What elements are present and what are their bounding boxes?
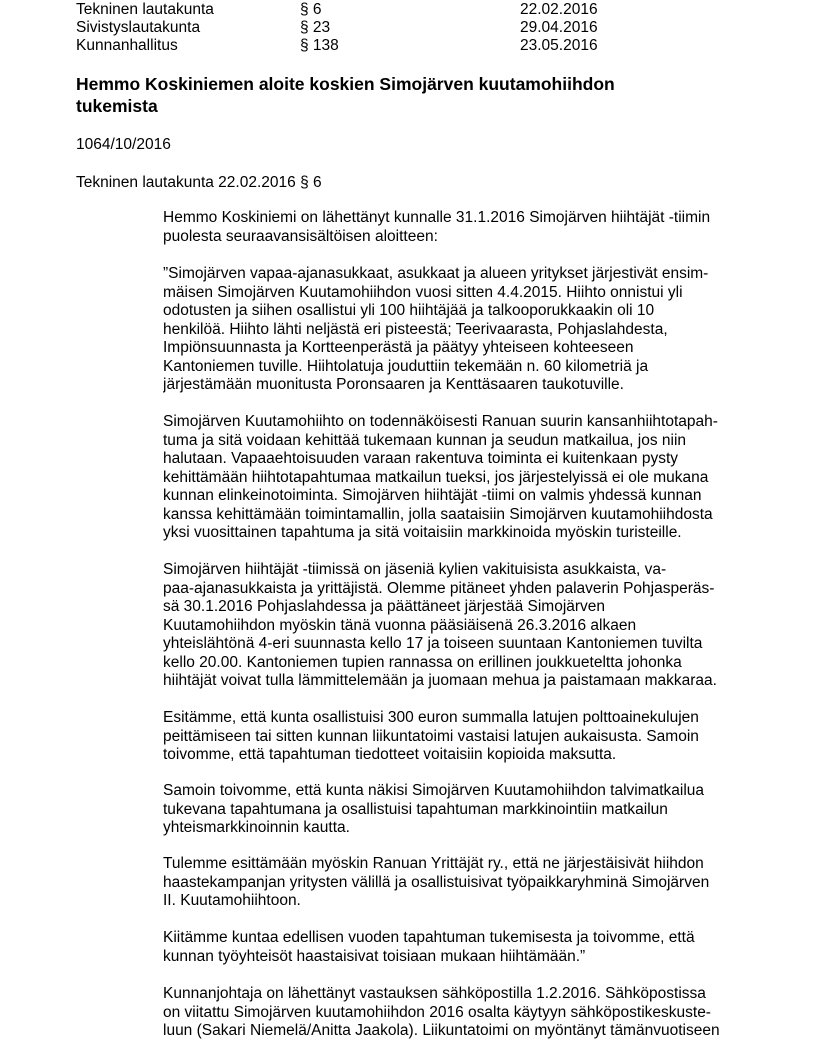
- paragraph: [163, 855, 748, 911]
- paragraph-line: sä 30.1.2016 Pohjaslahdessa ja päättäneet järjestää Simojärven: [163, 598, 606, 615]
- paragraph-line: Kiitämme kuntaa edellisen vuoden tapahtuman tukemisesta ja toivomme, että: [163, 929, 695, 946]
- meta-date: 22.02.2016: [520, 1, 598, 18]
- paragraph-line: Tulemme esittämään myöskin Ranuan Yrittäjät ry., että ne järjestäisivät hiihdon: [163, 855, 704, 872]
- paragraph-line: kunnan elinkeinotoiminta. Simojärven hiihtäjät -tiimi on valmis yhdessä kunnan: [163, 487, 702, 504]
- meta-body: Kunnanhallitus: [76, 37, 178, 54]
- meta-section: § 138: [300, 37, 339, 54]
- paragraph-line: on viitattu Simojärven kuutamohiihdon 2016 osalta käytyyn sähköpostikeskuste-: [163, 1003, 711, 1021]
- case-number: 1064/10/2016: [76, 136, 171, 153]
- paragraph-line: Simojärven Kuutamohiihto on todennäköisesti Ranuan suurin kansanhiihtotapah-: [163, 413, 718, 430]
- paragraph-line: hiihtäjät voivat tulla lämmittelemään ja juomaan mehua ja paistamaan makkaraa.: [163, 672, 717, 689]
- paragraph-line: mäisen Simojärven Kuutamohiihdon vuosi sitten 4.4.2015. Hiihto onnistui yli: [163, 283, 683, 301]
- paragraph-line: Samoin toivomme, että kunta näkisi Simojärven Kuutamohiihdon talvimatkailua: [163, 782, 705, 799]
- paragraph: [163, 413, 748, 543]
- meta-body: Sivistyslautakunta: [76, 19, 201, 36]
- paragraph-line: järjestämään muonitusta Poronsaaren ja Kenttäsaaren taukotuville.: [163, 376, 624, 393]
- paragraph-line: yksi vuosittainen tapahtuma ja sitä voitaisiin markkinoida myöskin turisteille.: [163, 524, 682, 541]
- paragraph: [163, 709, 748, 765]
- meta-date: 29.04.2016: [520, 19, 598, 36]
- paragraph-line: haastekampanjan yritysten välillä ja osallistuisivat työpaikkaryhminä Simojärven: [163, 873, 710, 891]
- paragraph-line: Kantoniemen tuville. Hiihtolatuja jouduttiin tekemään n. 60 kilometriä ja: [163, 357, 649, 375]
- section-header: Tekninen lautakunta 22.02.2016 § 6: [76, 174, 322, 191]
- paragraph-line: yhteismarkkinoinnin kautta.: [163, 819, 350, 836]
- paragraph-line: luun (Sakari Niemelä/Anitta Jaakola). Liikuntatoimi on myöntänyt tämänvuotiseen: [163, 1022, 720, 1039]
- paragraph: [163, 985, 748, 1041]
- meta-date: 23.05.2016: [520, 37, 598, 54]
- paragraph-line: peittämiseen tai sitten kunnan liikuntatoimi vastaisi latujen aukaisusta. Samoin: [163, 727, 699, 745]
- paragraph-line: kehittämään hiihtotapahtumaa matkailun tueksi, jos järjestelyissä ei ole mukana: [163, 468, 709, 486]
- meta-section: § 23: [300, 19, 331, 36]
- paragraph-line: toivomme, että tapahtuman tiedotteet voitaisiin kopioida maksutta.: [163, 746, 617, 763]
- paragraph-line: Kuutamohiihdon myöskin tänä vuonna pääsiäisenä 26.3.2016 alkaen: [163, 616, 637, 634]
- paragraph-line: halutaan. Vapaaehtoisuuden varaan rakentuva toiminta ei kuitenkaan pysty: [163, 450, 679, 467]
- paragraph-line: tuma ja sitä voidaan kehittää tukemaan kunnan ja seudun matkailua, jos niin: [163, 431, 687, 449]
- meta-body: Tekninen lautakunta: [76, 1, 214, 18]
- paragraph-line: II. Kuutamohiihtoon.: [163, 892, 301, 909]
- paragraph-line: Kunnanjohtaja on lähettänyt vastauksen sähköpostilla 1.2.2016. Sähköpostissa: [163, 985, 706, 1002]
- paragraph-line: kanssa kehittämään toimintamallin, jolla saataisiin Simojärven kuutamohiihdosta: [163, 505, 713, 523]
- paragraph-line: kello 20.00. Kantoniemen tupien rannassa on erillinen joukkueteltta johonka: [163, 653, 682, 671]
- paragraph: [163, 561, 748, 691]
- title-line: Hemmo Koskiniemen aloite koskien Simojärven kuutamohiihdon: [76, 74, 615, 94]
- document-title: [76, 73, 716, 117]
- paragraph-line: henkilöä. Hiihto lähti neljästä eri pisteestä; Teerivaarasta, Pohjaslahdesta,: [163, 320, 668, 338]
- paragraph-line: puolesta seuraavansisältöisen aloitteen:: [163, 227, 438, 245]
- paragraph-line: ”Simojärven vapaa-ajanasukkaat, asukkaat ja alueen yritykset järjestivät ensim-: [163, 265, 709, 282]
- paragraph: [163, 265, 748, 395]
- paragraph-line: Hemmo Koskiniemi on lähettänyt kunnalle 31.1.2016 Simojärven hiihtäjät -tiimin: [163, 209, 711, 226]
- paragraph-line: Simojärven hiihtäjät -tiimissä on jäseniä kylien vakituisista asukkaista, va-: [163, 561, 667, 578]
- paragraph: [163, 209, 748, 246]
- paragraph-line: Impiönsuunnasta ja Kortteenperästä ja päätyy yhteiseen kohteeseen: [163, 339, 634, 356]
- paragraph-line: tukevana tapahtumana ja osallistuisi tapahtuman markkinointiin matkailun: [163, 800, 668, 818]
- paragraph-line: Esitämme, että kunta osallistuisi 300 euron summalla latujen polttoainekulujen: [163, 709, 699, 726]
- paragraph-line: paa-ajanasukkaista ja yrittäjistä. Olemme pitäneet yhden palaverin Pohjasperäs-: [163, 579, 715, 597]
- paragraph-line: odotusten ja siihen osallistui yli 100 hiihtäjää ja talkooporukkaakin oli 10: [163, 302, 655, 319]
- paragraph-line: kunnan työyhteisöt haastaisivat toisiaan mukaan hiihtämään.”: [163, 947, 586, 965]
- title-line: tukemista: [76, 96, 158, 116]
- paragraph: [163, 929, 748, 966]
- meta-section: § 6: [300, 1, 322, 18]
- paragraph-line: yhteislähtönä 4-eri suunnasta kello 17 ja toiseen suuntaan Kantoniemen tuvilta: [163, 635, 703, 652]
- paragraph: [163, 782, 748, 838]
